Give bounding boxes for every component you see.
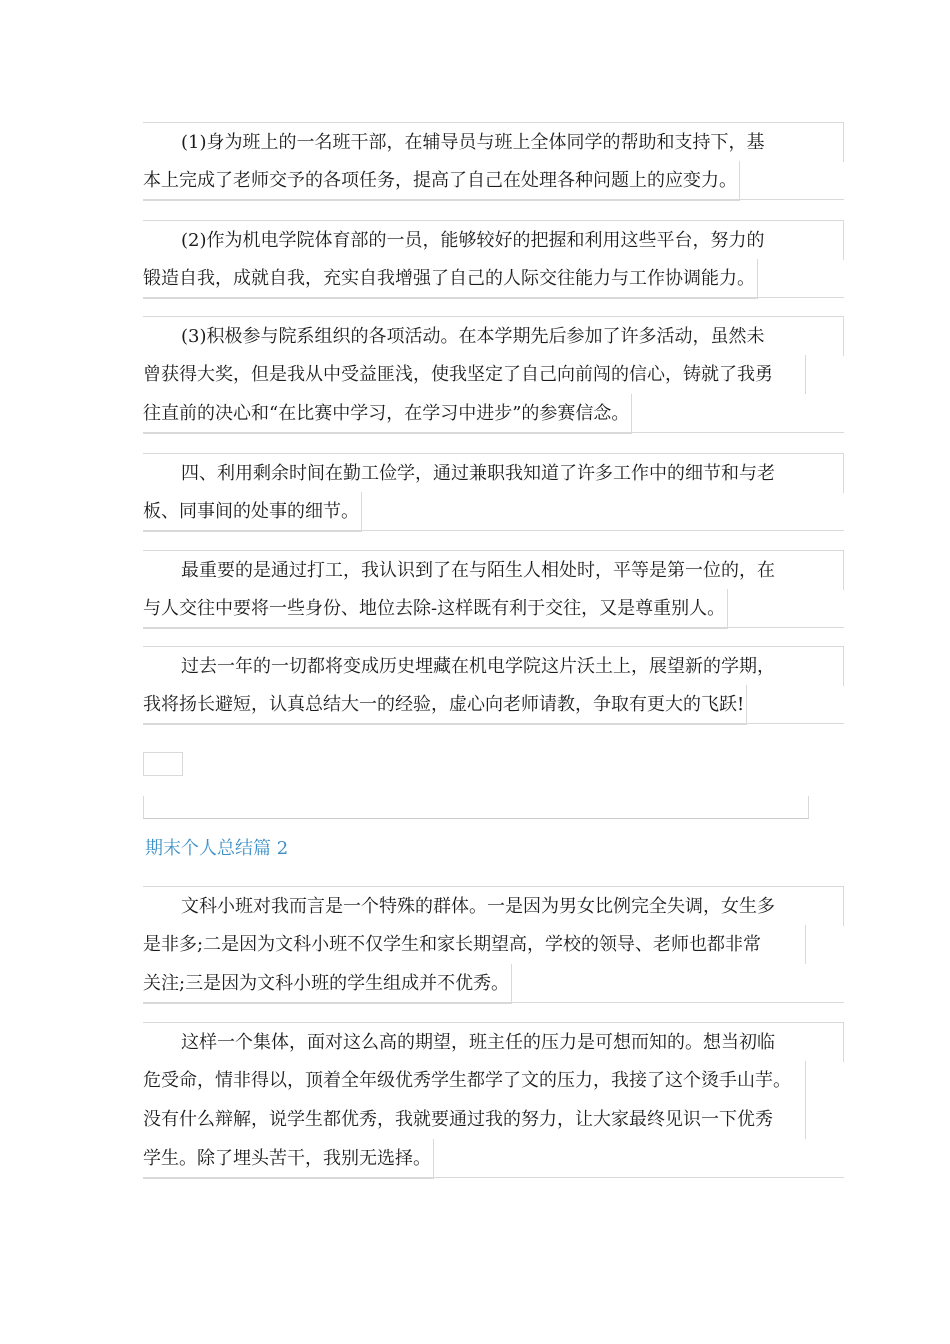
paragraph-line: 关注;三是因为文科小班的学生组成并不优秀。 [143, 964, 844, 1003]
paragraph-5 [143, 550, 844, 628]
paragraph-line: 板、同事间的处事的细节。 [143, 492, 844, 531]
section-divider [143, 796, 809, 819]
paragraph-line: 文科小班对我而言是一个特殊的群体。一是因为男女比例完全失调，女生多 [143, 886, 844, 925]
paragraph-line: 往直前的决心和“在比赛中学习，在学习中进步”的参赛信念。 [143, 394, 844, 433]
paragraph-1 [143, 122, 844, 200]
paragraph-line: 过去一年的一切都将变成历史埋藏在机电学院这片沃土上，展望新的学期， [143, 646, 844, 685]
paragraph-6 [143, 646, 844, 724]
paragraph-3 [143, 316, 844, 433]
paragraph-line: 是非多;二是因为文科小班不仅学生和家长期望高，学校的领导、老师也都非常 [143, 925, 844, 964]
paragraph-line: 本上完成了老师交予的各项任务，提高了自己在处理各种问题上的应变力。 [143, 161, 844, 200]
paragraph-8 [143, 1022, 844, 1178]
paragraph-line: (2)作为机电学院体育部的一员，能够较好的把握和利用这些平台，努力的 [143, 220, 844, 259]
paragraph-line: 与人交往中要将一些身份、地位去除-这样既有利于交往，又是尊重别人。 [143, 589, 844, 628]
paragraph-line: 最重要的是通过打工，我认识到了在与陌生人相处时，平等是第一位的，在 [143, 550, 844, 589]
paragraph-2 [143, 220, 844, 298]
paragraph-line: 这样一个集体，面对这么高的期望，班主任的压力是可想而知的。想当初临 [143, 1022, 844, 1061]
empty-text-box [143, 752, 183, 776]
paragraph-line: 学生。除了埋头苦干，我别无选择。 [143, 1139, 844, 1178]
paragraph-line: 四、利用剩余时间在勤工俭学，通过兼职我知道了许多工作中的细节和与老 [143, 453, 844, 492]
paragraph-line: 危受命，情非得以，顶着全年级优秀学生都学了文的压力，我接了这个烫手山芋。 [143, 1061, 844, 1100]
paragraph-line: 锻造自我，成就自我，充实自我增强了自己的人际交往能力与工作协调能力。 [143, 259, 844, 298]
paragraph-line: 曾获得大奖，但是我从中受益匪浅，使我坚定了自己向前闯的信心，铸就了我勇 [143, 355, 844, 394]
paragraph-4 [143, 453, 844, 531]
paragraph-line: 没有什么辩解，说学生都优秀，我就要通过我的努力，让大家最终见识一下优秀 [143, 1100, 844, 1139]
section-heading: 期末个人总结篇 2 [145, 838, 289, 859]
paragraph-line: (3)积极参与院系组织的各项活动。在本学期先后参加了许多活动，虽然未 [143, 316, 844, 355]
paragraph-7 [143, 886, 844, 1003]
paragraph-line: (1)身为班上的一名班干部，在辅导员与班上全体同学的帮助和支持下，基 [143, 122, 844, 161]
paragraph-line: 我将扬长避短，认真总结大一的经验，虚心向老师请教，争取有更大的飞跃! [143, 685, 844, 724]
